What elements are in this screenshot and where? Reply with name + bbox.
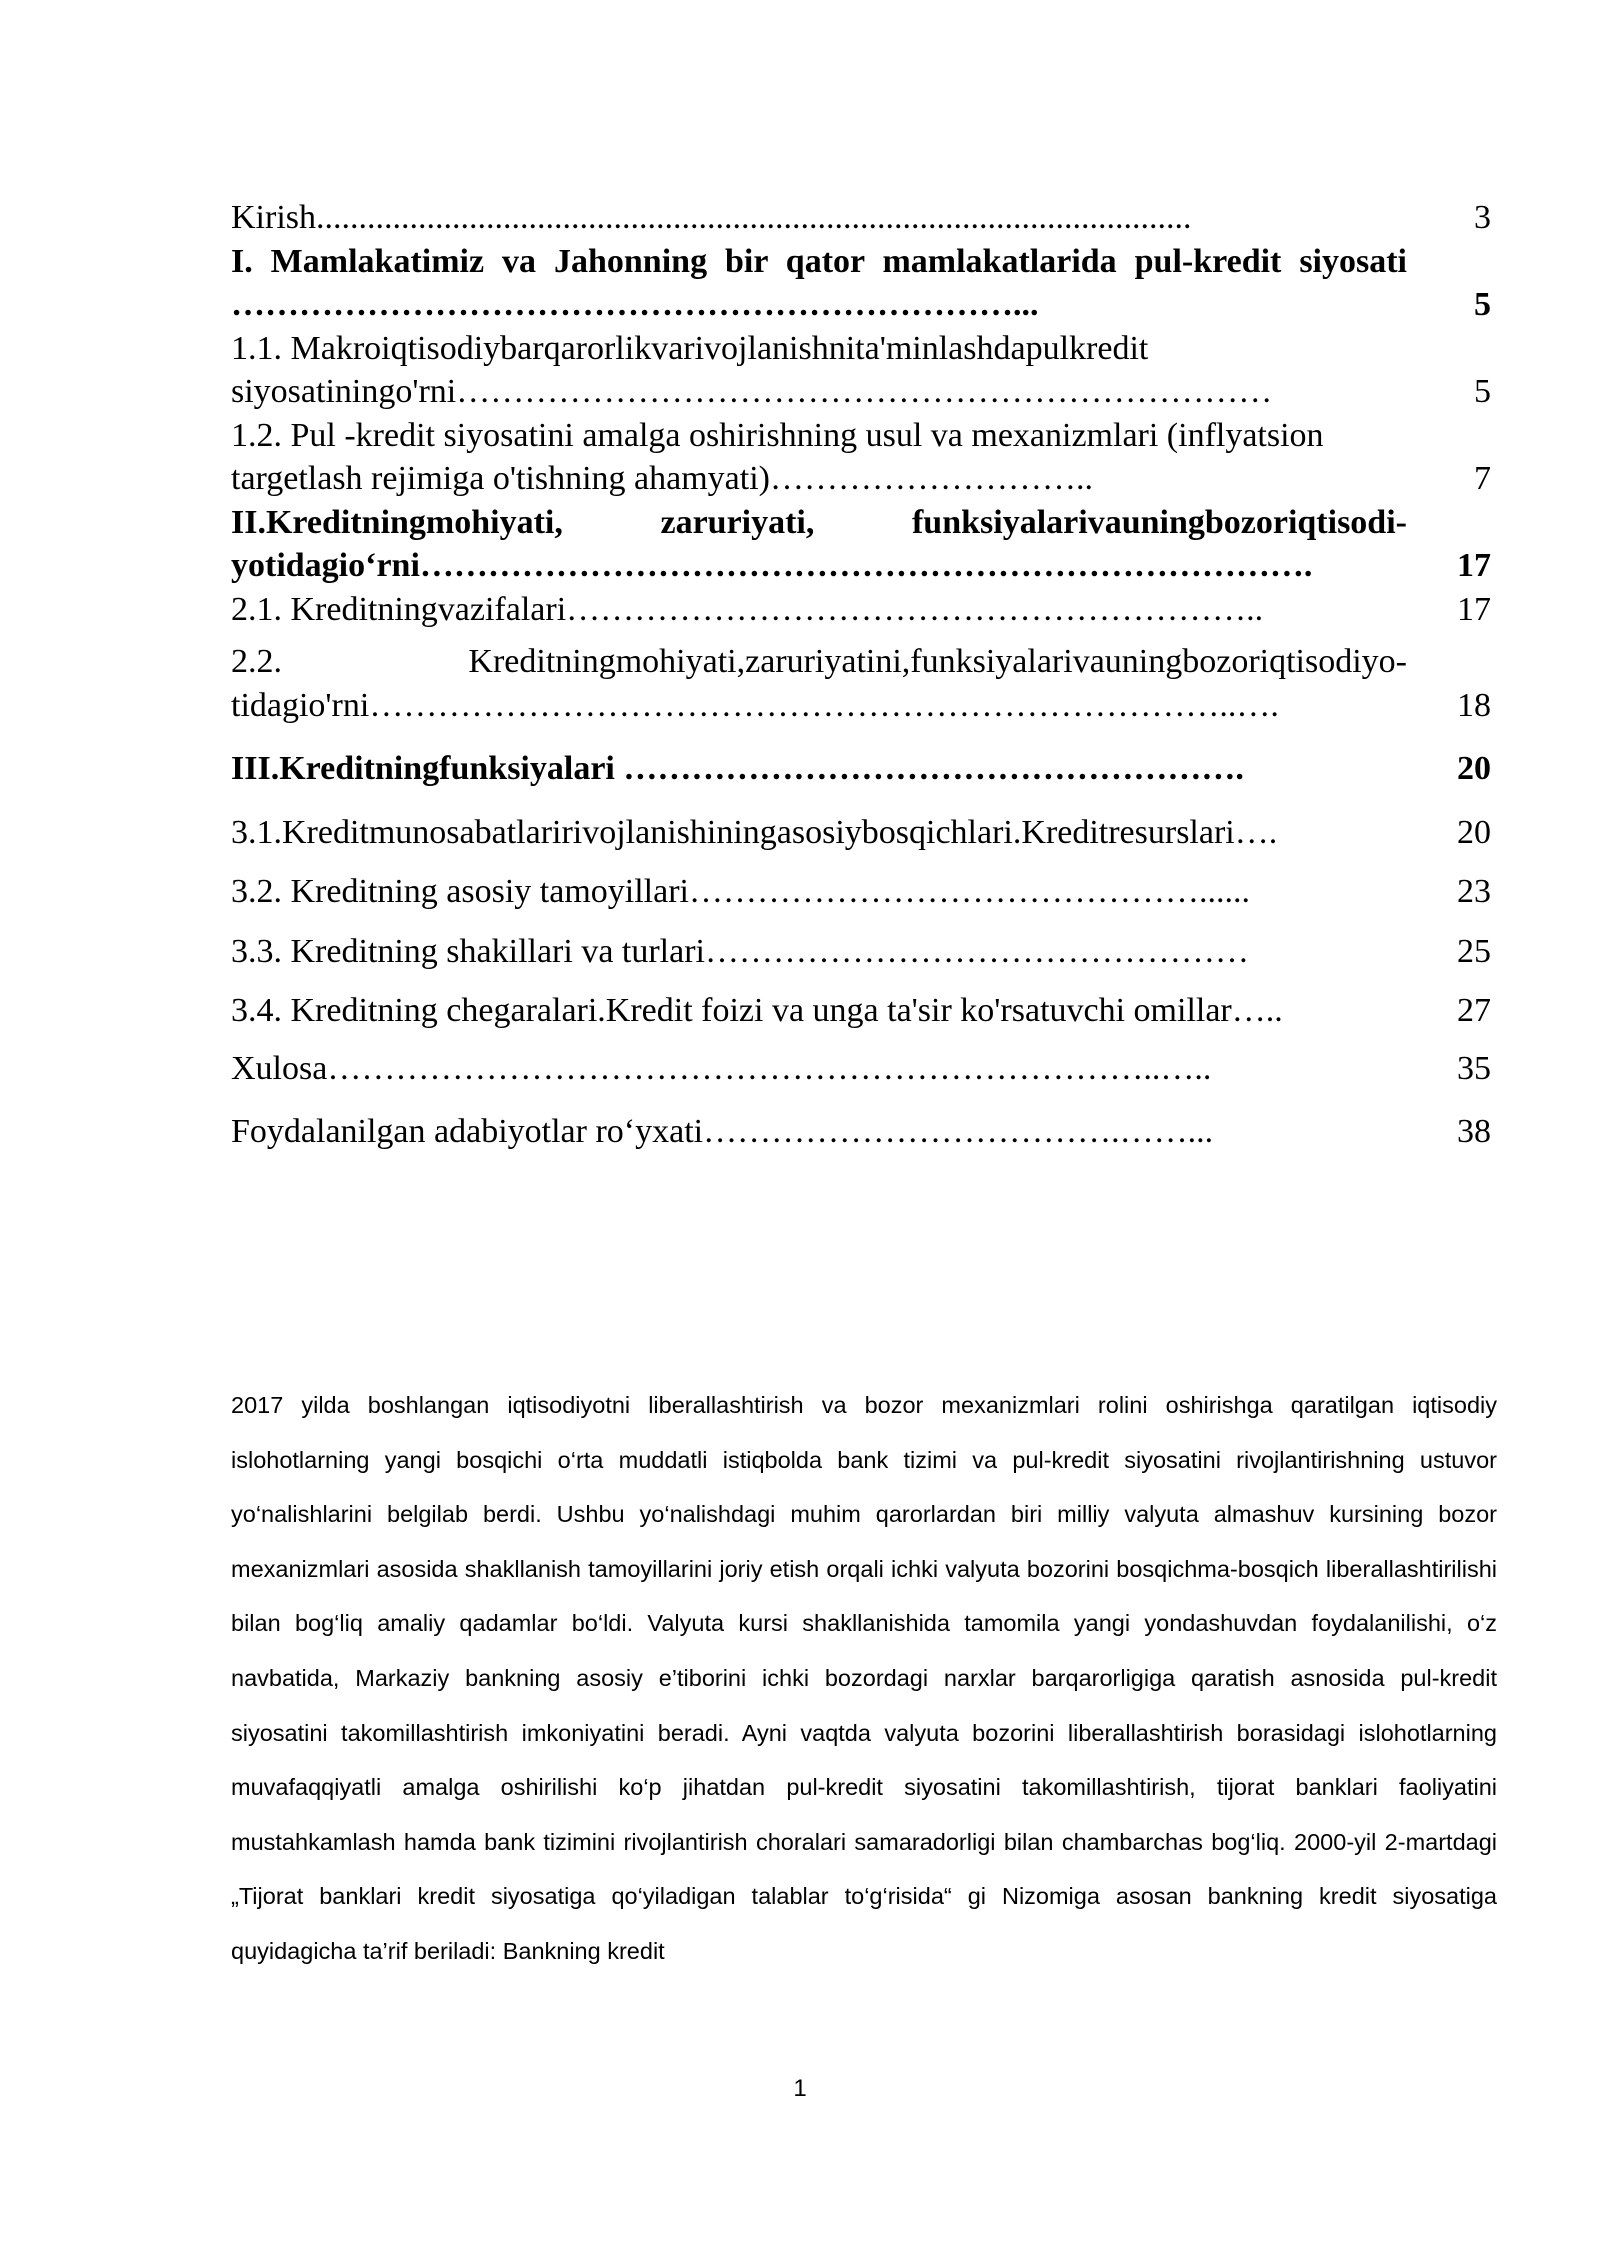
toc-entry-page: 25: [1457, 932, 1491, 970]
toc-entry-title: Foydalanilgan adabiyotlar ro‘yxati……………………………….……...: [231, 1113, 1214, 1150]
toc-entry-page: 20: [1457, 750, 1491, 787]
toc-entry-page: 5: [1474, 286, 1491, 323]
toc-entry-title: 3.2. Kreditning asosiy tamoyillari………………………………………......: [231, 873, 1250, 910]
toc-entry-title: 3.4. Kreditning chegaralari.Kredit foizi va unga ta'sir ko'rsatuvchi omillar…..: [231, 992, 1283, 1029]
toc-entry-1-2: [231, 414, 1491, 501]
toc-entry-page: 23: [1457, 873, 1491, 910]
toc-entry-title: Xulosa………………………………………………………………..…..: [231, 1049, 1212, 1087]
toc-entry-3-1: [231, 811, 1491, 855]
body-paragraph: 2017 yilda boshlangan iqtisodiyotni liberallashtirish va bozor mexanizmlari rolini oshirishga qaratilgan iqtisodiy islohotlarning yangi bosqichi o‘rta muddatli istiqbolda bank tizimi va pul-kredit siyosatini rivojlantirishning ustuvor yo‘nalishlarini belgilab berdi. Ushbu yo‘nalishdagi muhim qarorlardan biri milliy valyuta almashuv kursining bozor mexanizmlari asosida shakllanish tamoyillarini joriy etish orqali ichki valyuta bozorini bosqichma-bosqich liberallashtirilishi bilan bog‘liq amaliy qadamlar bo‘ldi. Valyuta kursi shakllanishida tamomila yangi yondashuvdan foydalanilishi, o‘z navbatida, Markaziy bankning asosiy e’tiborini ichki bozordagi narxlar barqarorligiga qaratish asnosida pul-kredit siyosatini takomillashtirish imkoniyatini beradi. Ayni vaqtda valyuta bozorini liberallashtirish borasidagi islohotlarning muvafaqqiyatli amalga oshirilishi ko‘p jihatdan pul-kredit siyosatini takomillashtirish, tijorat banklari faoliyatini mustahkamlash hamda bank tizimini rivojlantirish choralari samaradorligi bilan chambarchas bog‘liq. 2000-yil 2-martdagi „Tijorat banklari kredit siyosatiga qo‘yiladigan talablar to‘g‘risida“ gi Nizomiga asosan bankning kredit siyosatiga quyidagicha ta’rif beriladi: Bankning kredit: [231, 1392, 1497, 1964]
toc-entry-title: I. Mamlakatimiz va Jahonning bir qator mamlakatlarida pul-kredit siyosati ……………………………………………………………...: [231, 242, 1407, 323]
toc-entry-kirish: [231, 196, 1491, 240]
toc-entry-title: 1.1. Makroiqtisodiybarqarorlikvarivojlanishnita'minlashdapulkredit siyosatiningo'rni………………………………………………………………: [231, 329, 1273, 410]
toc-entry-1-1: [231, 327, 1491, 414]
toc-entry-page: 5: [1474, 373, 1491, 410]
toc-entry-title: 3.1.Kreditmunosabatlaririvojlanishiningasosiybosqichlari.Kreditresurslari….: [231, 813, 1278, 851]
toc-entry-title: 2.1. Kreditningvazifalari……………………………………………………..: [231, 590, 1264, 628]
toc-entry-3-4: [231, 989, 1491, 1033]
toc-entry-references: [231, 1110, 1491, 1154]
toc-entry-page: 3: [1474, 199, 1491, 236]
toc-entry-chapter-1: [231, 240, 1491, 327]
toc-entry-3-2: [231, 870, 1491, 914]
toc-entry-page: 7: [1474, 460, 1491, 497]
toc-entry-3-3: [231, 930, 1491, 974]
table-of-contents: [231, 196, 1491, 1154]
toc-entry-page: 17: [1457, 590, 1491, 628]
toc-entry-title: III.Kreditningfunksiyalari ……………………………………………….: [231, 750, 1244, 787]
toc-entry-chapter-2: [231, 501, 1491, 588]
toc-entry-chapter-3: [231, 747, 1491, 791]
toc-entry-2-1: [231, 588, 1491, 632]
toc-entry-page: 18: [1457, 686, 1491, 724]
toc-entry-title: II.Kreditningmohiyati, zaruriyati, funksiyalarivauningbozoriqtisodi-yotidagio‘rni…………………………………………………………………….: [231, 503, 1407, 584]
toc-entry-page: 38: [1457, 1113, 1491, 1150]
toc-entry-2-2: [231, 640, 1491, 727]
toc-entry-title: 3.3. Kreditning shakillari va turlari…………………………………………: [231, 932, 1249, 970]
toc-entry-page: 17: [1457, 547, 1491, 584]
toc-entry-page: 27: [1457, 992, 1491, 1029]
toc-entry-title: Kirish.......................................................................................................: [231, 199, 1192, 236]
toc-entry-page: 35: [1457, 1049, 1491, 1087]
toc-entry-title: 2.2. Kreditningmohiyati,zaruriyatini,funksiyalarivauningbozoriqtisodiyo-tidagio'rni…………………………………………………………………..….: [231, 643, 1407, 724]
toc-entry-page: 20: [1457, 813, 1491, 851]
toc-entry-title: 1.2. Pul -kredit siyosatini amalga oshirishning usul va mexanizmlari (inflyatsion targetlash rejimiga o'tishning ahamyati)………………………..: [231, 416, 1324, 497]
toc-entry-xulosa: [231, 1047, 1491, 1091]
page-number: 1: [793, 2075, 807, 2102]
